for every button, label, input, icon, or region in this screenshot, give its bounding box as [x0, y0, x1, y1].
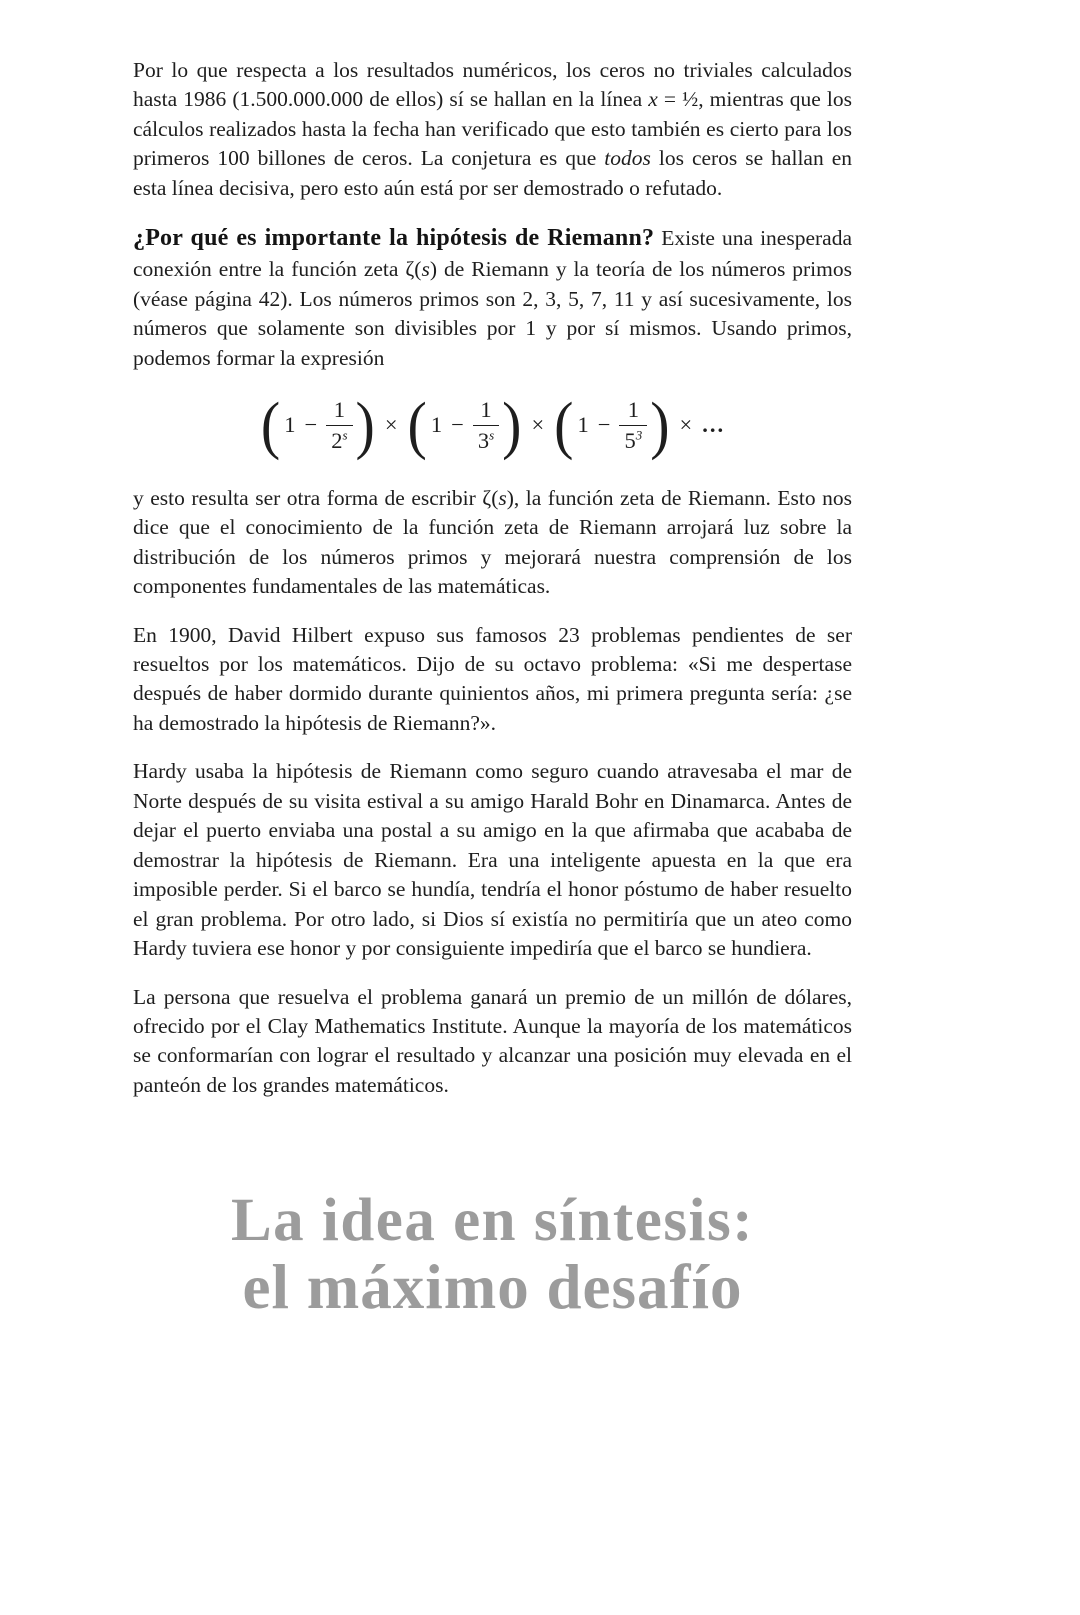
text-run: Por lo que respecta a los resultados numéricos, los ceros no triviales calculados hasta 1986 (1.500.000.000 de ellos) sí se hallan en la línea [133, 58, 852, 112]
multiplication-sign: × [531, 412, 545, 438]
fraction [473, 397, 499, 454]
exponent: s [489, 427, 495, 443]
key-idea-line2: el máximo desafío [242, 1251, 743, 1322]
text-run: = ½, mientras que los cálculos realizados hasta la fecha han verificado que esto también es cierto para los primeros 100 billones de ceros. La conjetura es que [133, 87, 852, 171]
numerator: 1 [333, 396, 345, 422]
paragraph-numeric-results [133, 56, 852, 203]
italic-word-todos: todos [604, 146, 651, 171]
open-paren: ( [407, 388, 427, 462]
paragraph-clay-prize: La persona que resuelva el problema ganará un premio de un millón de dólares, ofrecido por el Clay Mathematics Institute. Aunque la mayoría de los matemáticos se conformarían con lograr el resultado y alcanzar una posición muy elevada en el panteón de los grandes matemáticos. [133, 984, 852, 1097]
italic-variable-x: x [648, 87, 658, 112]
numerator: 1 [627, 396, 639, 422]
exponent: s [342, 427, 348, 443]
formula-term [407, 388, 523, 462]
base: 5 [624, 427, 636, 453]
paragraph-zeta-connection [133, 484, 852, 602]
key-idea-footer [133, 1187, 852, 1322]
close-paren: ) [502, 388, 522, 462]
euler-product-formula [133, 388, 852, 462]
formula-term [260, 388, 376, 462]
base: 3 [477, 427, 490, 453]
denominator [619, 425, 647, 454]
section-heading-riemann: ¿Por qué es importante la hipótesis de Riemann? [133, 225, 655, 252]
exponent: 3 [635, 427, 643, 443]
multiplication-sign: × [384, 412, 398, 438]
text-run: y esto resulta ser otra forma de escribir ζ( [133, 485, 499, 510]
formula-one: 1 [284, 412, 296, 438]
text-column [133, 56, 853, 1322]
fraction [619, 397, 647, 454]
multiplication-sign: × [679, 412, 693, 438]
text-run: los ceros se hallan en esta línea decisiva, pero esto aún está por ser demostrado o refutado. [133, 146, 852, 200]
minus-sign: − [597, 412, 611, 438]
fraction [326, 397, 352, 454]
open-paren: ( [260, 388, 281, 462]
formula-one: 1 [577, 412, 589, 438]
ellipsis: ... [702, 412, 726, 438]
italic-variable-s: s [421, 257, 430, 282]
paragraph-why-important [133, 222, 852, 373]
minus-sign: − [451, 412, 464, 438]
formula-one: 1 [430, 412, 443, 438]
close-paren: ) [355, 388, 375, 462]
denominator [473, 425, 499, 454]
text-run: Existe una inesperada conexión entre la función zeta ζ( [133, 226, 852, 282]
paragraph-hardy: Hardy usaba la hipótesis de Riemann como seguro cuando atravesaba el mar de Norte después de su visita estival a su amigo Harald Bohr en Dinamarca. Antes de dejar el puerto enviaba una postal a su amigo en la que afirmaba que acababa de demostrar la hipótesis de Riemann. Era una inteligente apuesta en la que era imposible perder. Si el barco se hundía, tendría el honor póstumo de haber resuelto el gran problema. Por otro lado, si Dios sí existía no permitiría que un ateo como Hardy tuviera ese honor y por consiguiente impediría que el barco se hundiera. [133, 759, 852, 961]
key-idea-line1: La idea en síntesis: [230, 1187, 755, 1255]
text-run: ) de Riemann y la teoría de los números primos (véase página 42). Los números primos son 2, 3, 5, 7, 11 y así sucesivamente, los números que solamente son divisibles por 1 y por sí mismos. Usando primos, podemos formar la expresión [133, 257, 853, 370]
text-run: ), la función zeta de Riemann. Esto nos dice que el conocimiento de la función zeta de Riemann arrojará luz sobre la distribución de los números primos y mejorará nuestra comprensión de los componentes fundamentales de las matemáticas. [133, 485, 852, 599]
formula-term [553, 388, 670, 462]
open-paren: ( [554, 388, 574, 462]
italic-variable-s: s [498, 485, 507, 510]
paragraph-hilbert: En 1900, David Hilbert expuso sus famosos 23 problemas pendientes de ser resueltos por los matemáticos. Dijo de su octavo problema: «Si me despertase después de haber dormido durante quinientos años, mi primera pregunta sería: ¿se ha demostrado la hipótesis de Riemann?». [133, 622, 852, 735]
minus-sign: − [304, 412, 318, 438]
denominator [326, 425, 352, 454]
numerator: 1 [480, 396, 492, 422]
base: 2 [331, 427, 343, 453]
close-paren: ) [650, 388, 670, 462]
